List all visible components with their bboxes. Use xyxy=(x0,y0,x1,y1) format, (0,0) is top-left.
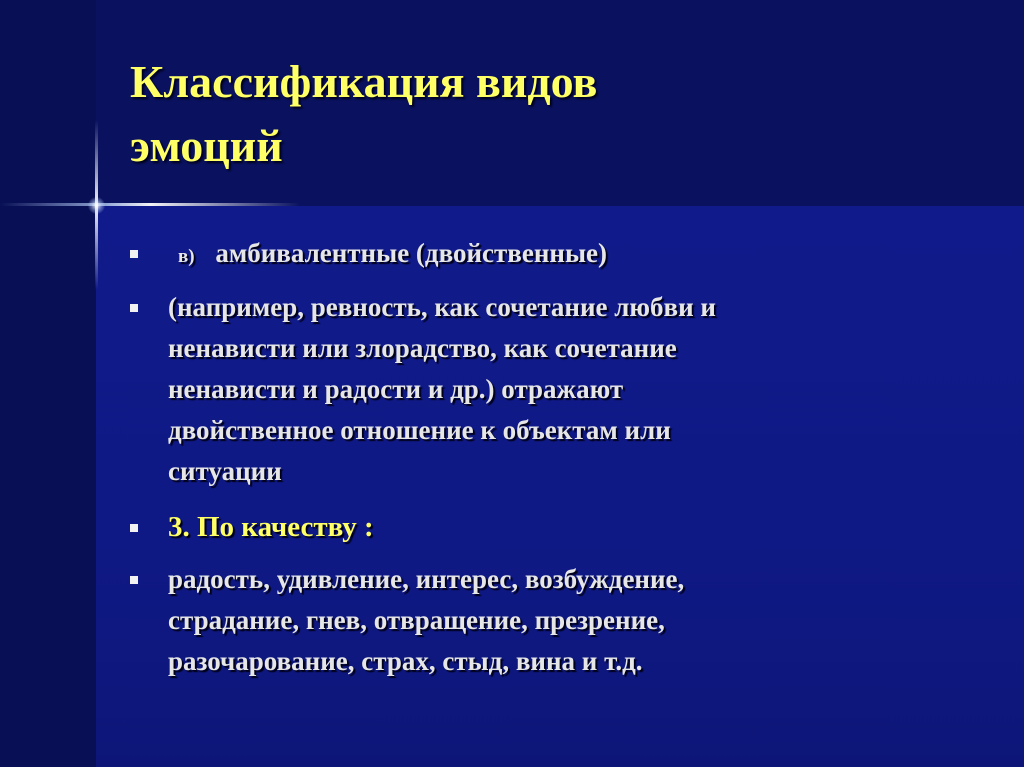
slide-title xyxy=(130,50,910,178)
bullet-item-text xyxy=(168,287,988,492)
bullet-item-text xyxy=(168,559,988,682)
text-line: страдание, гнев, отвращение, презрение, xyxy=(168,605,665,635)
text-line: ситуации xyxy=(168,456,282,486)
left-band xyxy=(0,0,96,767)
slide-title-line-2: эмоций xyxy=(130,120,283,171)
text-line: ненависти и радости и др.) отражают xyxy=(168,374,624,404)
bullet-item-by-quality xyxy=(130,507,990,548)
bullet-item-ambivalent xyxy=(130,233,990,274)
item-heading: амбивалентные (двойственные) xyxy=(215,238,608,268)
text-line: двойственное отношение к объектам или xyxy=(168,415,671,445)
slide-title-line-1: Классификация видов xyxy=(130,56,598,107)
item-prefix: в) xyxy=(178,246,195,267)
square-bullet-icon xyxy=(130,304,138,312)
square-bullet-icon xyxy=(130,524,138,532)
light-flare-center xyxy=(88,197,105,214)
bullet-item-heading: 3. По качеству : xyxy=(168,511,374,543)
text-line: разочарование, страх, стыд, вина и т.д. xyxy=(168,646,643,676)
text-line: радость, удивление, интерес, возбуждение, xyxy=(168,564,685,594)
bullet-item-text xyxy=(168,233,988,277)
bullet-item-emotions-list xyxy=(130,559,990,682)
light-flare-horizontal xyxy=(0,203,300,206)
square-bullet-icon xyxy=(130,250,138,258)
bullet-item-examples xyxy=(130,287,990,492)
text-line: ненависти или злорадство, как сочетание xyxy=(168,333,677,363)
text-line: (например, ревность, как сочетание любви и xyxy=(168,292,716,322)
square-bullet-icon xyxy=(130,576,138,584)
